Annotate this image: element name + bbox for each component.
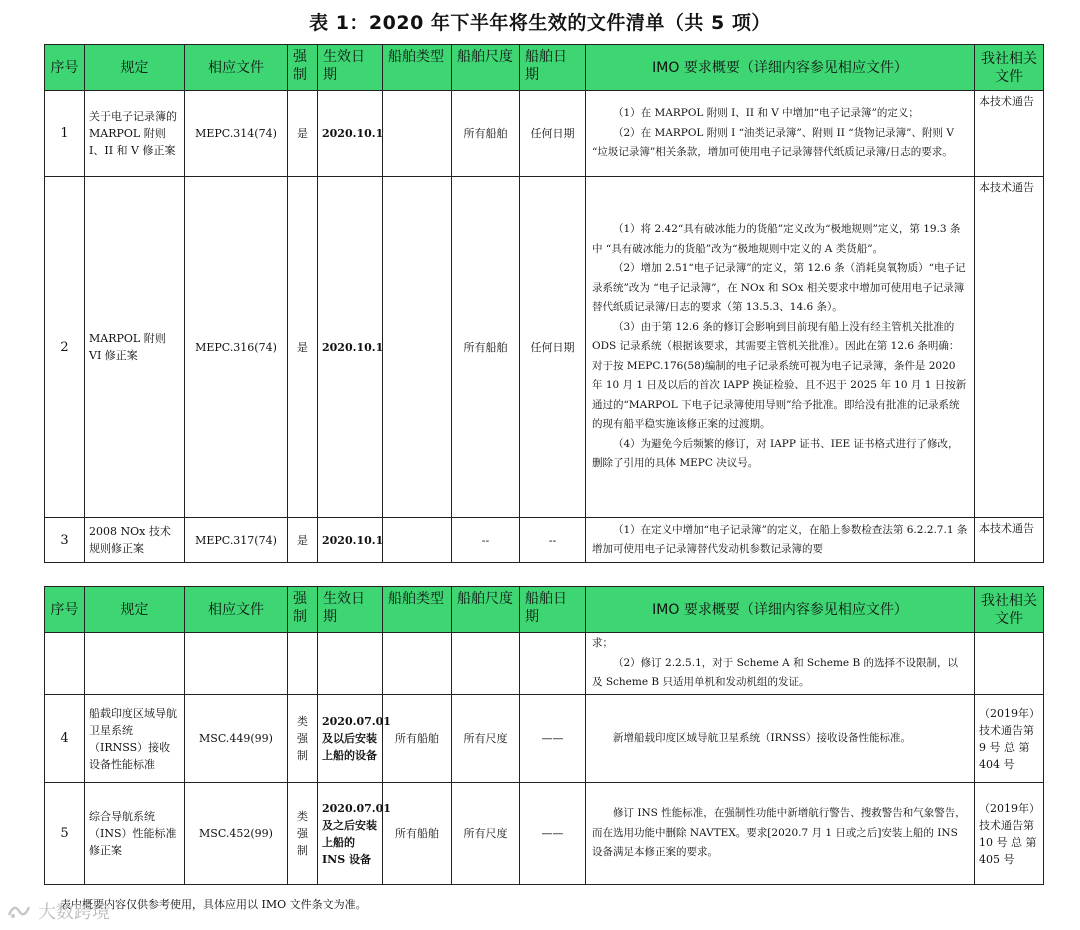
row-ship-type: 所有船舶	[383, 783, 452, 885]
row-summary	[586, 518, 975, 563]
table-row	[45, 91, 1044, 177]
document-table-part-1	[44, 44, 1044, 563]
table-row	[45, 518, 1044, 563]
watermark-text: 大数跨境	[38, 902, 110, 923]
row-document: MSC.452(99)	[185, 783, 288, 885]
header-mandatory: 强制	[288, 45, 318, 91]
summary-paragraph: （2）增加 2.51“电子记录簿”的定义，第 12.6 条（消耗臭氧物质）“电子记录系统”改为 “电子记录簿”，在 NOx 和 SOx 相关要求中增加可使用电子记录簿替代纸质记录簿/日志的要求（第 13.5.3、14.6 条）。	[592, 262, 966, 314]
row-summary	[586, 177, 975, 518]
header-our-docs: 我社相关文件	[975, 587, 1044, 633]
row-summary	[586, 633, 975, 695]
header-summary: IMO 要求概要（详细内容参见相应文件）	[586, 587, 975, 633]
row-document: MEPC.316(74)	[185, 177, 288, 518]
row-our-docs: （2019年）技术通告第 9 号 总 第 404 号	[975, 695, 1044, 783]
watermark	[6, 898, 110, 924]
summary-paragraph: 新增船载印度区域导航卫星系统（IRNSS）接收设备性能标准。	[613, 731, 911, 744]
summary-paragraph: （1）在定义中增加“电子记录簿”的定义，在船上参数检查法第 6.2.2.7.1 条增加可使用电子记录簿替代发动机参数记录簿的要	[592, 523, 968, 555]
header-regulation: 规定	[85, 587, 185, 633]
page-title: 表 1：2020 年下半年将生效的文件清单（共 5 项）	[309, 12, 771, 34]
row-regulation: MARPOL 附则 VI 修正案	[85, 177, 185, 518]
summary-paragraph: （3）由于第 12.6 条的修订会影响到目前现有船上没有经主管机关批准的 ODS 记录系统（根据该要求，其需要主管机关批准）。因此在第 12.6 条明确：对于按 MEPC.176(58)编制的电子记录系统可视为电子记录簿，条件是 2020 年 10 月 1 日及以后的首次 IAPP 换证检验、且不迟于 2025 年 10 月 1 日按新通过的“MARPOL 下电子记录簿使用导则”给予批准。即给没有批准的记录系统的现有船平稳实施该修正案的过渡期。	[592, 320, 967, 431]
table-row-continued	[45, 633, 1044, 695]
header-seq: 序号	[45, 587, 85, 633]
row-our-docs: 本技术通告	[975, 177, 1044, 518]
header-regulation: 规定	[85, 45, 185, 91]
table-row	[45, 783, 1044, 885]
row-ship-date: 任何日期	[520, 91, 586, 177]
row-effective-date: 2020.10.1	[318, 91, 383, 177]
row-mandatory: 是	[288, 177, 318, 518]
row-effective-date: 2020.07.01 及之后安装上船的 INS 设备	[318, 783, 383, 885]
row-ship-date: ——	[520, 783, 586, 885]
row-seq: 4	[45, 695, 85, 783]
row-summary	[586, 695, 975, 783]
document-table-part-2	[44, 586, 1044, 885]
row-ship-size: 所有船舶	[452, 91, 520, 177]
row-effective-date: 2020.07.01 及以后安装上船的设备	[318, 695, 383, 783]
row-document: MEPC.317(74)	[185, 518, 288, 563]
summary-paragraph: （4）为避免今后频繁的修订，对 IAPP 证书、IEE 证书格式进行了修改，删除了引用的具体 MEPC 决议号。	[592, 437, 959, 470]
summary-paragraph: 修订 INS 性能标准，在强制性功能中新增航行警告、搜救警告和气象警告，而在选用功能中删除 NAVTEX。要求[2020.7 月 1 日或之后]安装上船的 INS 设备满足本修正案的要求。	[592, 807, 966, 859]
summary-paragraph: （2）修订 2.2.5.1，对于 Scheme A 和 Scheme B 的选择不设限制，以及 Scheme B 只适用单机和发动机组的发证。	[592, 656, 959, 688]
summary-paragraph: （1）在 MARPOL 附则 I、II 和 V 中增加“电子记录簿”的定义；	[613, 107, 919, 120]
summary-paragraph: （2）在 MARPOL 附则 I “油类记录簿”、附则 II “货物记录簿”、附则 V “垃圾记录簿”相关条款，增加可使用电子记录簿替代纸质记录簿/日志的要求。	[592, 126, 954, 159]
header-ship-date: 船舶日期	[520, 587, 586, 633]
header-summary: IMO 要求概要（详细内容参见相应文件）	[586, 45, 975, 91]
row-seq: 5	[45, 783, 85, 885]
row-ship-date: --	[520, 518, 586, 563]
row-regulation: 综合导航系统（INS）性能标准修正案	[85, 783, 185, 885]
header-document: 相应文件	[185, 45, 288, 91]
row-regulation: 2008 NOx 技术规则修正案	[85, 518, 185, 563]
watermark-logo-icon	[6, 901, 32, 921]
table-row	[45, 177, 1044, 518]
summary-paragraph: （1）将 2.42“具有破冰能力的货船”定义改为“极地规则”定义，第 19.3 条中 “具有破冰能力的货船”改为“极地规则中定义的 A 类货船”。	[592, 223, 961, 255]
table-header-row	[45, 45, 1044, 91]
row-ship-type	[383, 177, 452, 518]
row-ship-type	[383, 91, 452, 177]
row-summary	[586, 91, 975, 177]
header-ship-size: 船舶尺度	[452, 587, 520, 633]
header-seq: 序号	[45, 45, 85, 91]
row-document: MEPC.314(74)	[185, 91, 288, 177]
row-ship-size: --	[452, 518, 520, 563]
row-our-docs: 本技术通告	[975, 91, 1044, 177]
row-ship-size: 所有尺度	[452, 695, 520, 783]
header-document: 相应文件	[185, 587, 288, 633]
row-ship-date: 任何日期	[520, 177, 586, 518]
row-ship-size: 所有尺度	[452, 783, 520, 885]
row-mandatory: 类强制	[288, 695, 318, 783]
footnote: 表中概要内容仅供参考使用，具体应用以 IMO 文件条文为准。	[60, 898, 367, 911]
row-ship-type	[383, 518, 452, 563]
row-effective-date: 2020.10.1	[318, 177, 383, 518]
header-effective-date: 生效日期	[318, 587, 383, 633]
table-row	[45, 695, 1044, 783]
row-our-docs: 本技术通告	[975, 518, 1044, 563]
row-ship-date: ——	[520, 695, 586, 783]
summary-paragraph: 求；	[592, 637, 613, 649]
row-mandatory: 是	[288, 91, 318, 177]
row-mandatory: 是	[288, 518, 318, 563]
row-our-docs: （2019年）技术通告第 10 号 总 第 405 号	[975, 783, 1044, 885]
row-regulation: 船载印度区域导航卫星系统（IRNSS）接收设备性能标准	[85, 695, 185, 783]
row-seq: 3	[45, 518, 85, 563]
row-effective-date: 2020.10.1	[318, 518, 383, 563]
row-seq: 2	[45, 177, 85, 518]
row-summary	[586, 783, 975, 885]
header-ship-size: 船舶尺度	[452, 45, 520, 91]
header-our-docs: 我社相关文件	[975, 45, 1044, 91]
header-ship-date: 船舶日期	[520, 45, 586, 91]
table-header-row	[45, 587, 1044, 633]
row-mandatory: 类强制	[288, 783, 318, 885]
row-ship-size: 所有船舶	[452, 177, 520, 518]
header-mandatory: 强制	[288, 587, 318, 633]
row-seq: 1	[45, 91, 85, 177]
row-document: MSC.449(99)	[185, 695, 288, 783]
header-ship-type: 船舶类型	[383, 587, 452, 633]
row-regulation: 关于电子记录簿的 MARPOL 附则 I、II 和 V 修正案	[85, 91, 185, 177]
header-ship-type: 船舶类型	[383, 45, 452, 91]
row-ship-type: 所有船舶	[383, 695, 452, 783]
header-effective-date: 生效日期	[318, 45, 383, 91]
